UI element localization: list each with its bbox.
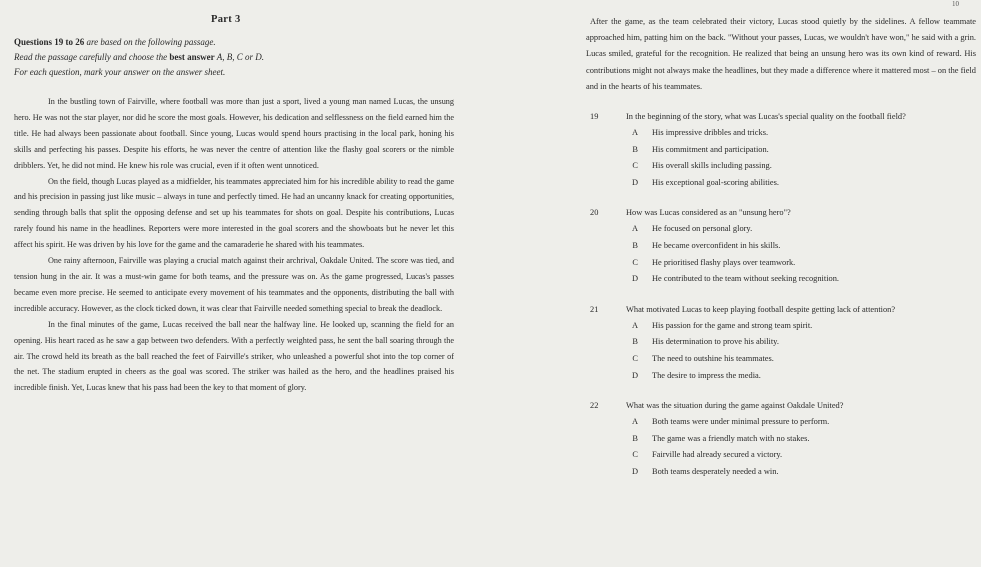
option-letter: B [632,337,638,347]
question-text: What motivated Lucas to keep playing football despite getting lack of attention? [626,304,896,314]
option-text: He contributed to the team without seeking recognition. [652,274,839,284]
option-a[interactable] [586,318,976,335]
question-number: 22 [590,401,599,411]
passage-paragraph-5: After the game, as the team celebrated their victory, Lucas stood quietly by the sidelines. A fellow teammate approached him, patting him on the back. "Without your passes, Lucas, we wouldn't have won," he said with a grin. Lucas smiled, grateful for the recognition. He realized that being an unsung hero was its own kind of reward. His contributions might not always make the headlines, but they made a difference where it mattered most – on the field and in the hearts of his teammates. [586,17,976,91]
instruction-text: are based on the following passage. [84,37,216,47]
passage-paragraph-3: One rainy afternoon, Fairville was playing a crucial match against their archrival, Oakdale United. The score was tied, and tension hung in the air. It was a must-win game for both teams, and the pressure was on. As the game progressed, Lucas's passes became even more precise. He seemed to anticipate every movement of his teammates and the opponents, distributing the ball with incredible accuracy. However, as the clock ticked down, it was clear that Fairville needed something special to break the deadlock. [14,256,454,313]
best-answer-emphasis: best answer [169,52,215,62]
option-c[interactable] [586,255,976,272]
passage-paragraph-1: In the bustling town of Fairville, where football was more than just a sport, lived a young man named Lucas, the unsung hero. He was not the star player, nor did he score the most goals. However, his dedication and selflessness on the field earned him the title. He had always been passionate about football. Since young, Lucas would spend hours practising in the local park, honing his skills and perfecting his passes. Despite his efforts, he was never the centre of attention like the flashy goal scorers or the nimble dribblers. Yet, he did not mind. He knew his role was crucial, even if it often went unnoticed. [14,97,454,170]
option-text: His determination to prove his ability. [652,337,779,347]
option-letter: A [631,224,638,234]
option-letter: C [632,353,638,363]
option-text: The need to outshine his teammates. [652,353,774,363]
option-b[interactable] [586,334,976,351]
question-range: Questions 19 to 26 [14,37,85,47]
question-number: 19 [590,112,599,122]
option-b[interactable] [586,431,976,448]
left-column [14,14,570,396]
option-b[interactable] [586,238,976,255]
option-letter: A [631,320,638,330]
option-text: His impressive dribbles and tricks. [652,128,769,138]
option-text: His passion for the game and strong team spirit. [652,320,813,330]
option-letter: C [632,450,638,460]
option-d[interactable] [586,271,976,288]
option-a[interactable] [586,125,976,142]
option-text: He focused on personal glory. [652,224,753,234]
question-number: 21 [590,304,599,314]
question-21 [586,302,976,384]
option-letter: C [632,257,638,267]
question-text: In the beginning of the story, what was Lucas's special quality on the football field? [626,112,906,122]
option-a[interactable] [586,221,976,238]
right-column [586,14,976,481]
option-letter: D [631,274,638,284]
page-number: 10 [952,0,959,8]
option-c[interactable] [586,158,976,175]
option-text: Both teams were under minimal pressure to perform. [652,417,830,427]
option-letter: D [631,370,638,380]
option-text: Both teams desperately needed a win. [652,466,779,476]
instruction-line-2 [14,50,570,65]
passage-paragraph-2: On the field, though Lucas played as a midfielder, his teammates appreciated him for his incredible ability to read the game and his precision in passing just like music – always in tune and perfectly timed. He had an uncanny knack for creating opportunities, sending through balls that split the opposing defense and set up his teammates for shots on goal. Despite his contributions, Lucas rarely found his name in the headlines. Reporters were more interested in the goal scorers and the showboats but he never let this affect his spirit. He was driven by his love for the game and the camaraderie he shared with his teammates. [14,176,454,250]
option-text: He prioritised flashy plays over teamwork. [652,257,796,267]
option-d[interactable] [586,464,976,481]
option-b[interactable] [586,142,976,159]
option-text: His commitment and participation. [652,144,769,154]
option-text: His overall skills including passing. [652,161,772,171]
option-letter: B [632,144,638,154]
option-text: The game was a friendly match with no stakes. [652,433,810,443]
question-22 [586,398,976,480]
option-text: His exceptional goal-scoring abilities. [652,177,779,187]
instructions [14,35,570,80]
option-text: Fairville had already secured a victory. [652,450,783,460]
instruction-text: A, B, C or D. [214,52,264,62]
option-c[interactable] [586,351,976,368]
question-text: What was the situation during the game against Oakdale United? [626,401,844,411]
option-letter: D [631,177,638,187]
instruction-line-1 [14,35,570,50]
option-text: He became overconfident in his skills. [652,240,781,250]
question-text: How was Lucas considered as an "unsung hero"? [626,208,791,218]
question-number: 20 [590,208,599,218]
option-d[interactable] [586,368,976,385]
option-letter: A [631,417,638,427]
passage-paragraph-4: In the final minutes of the game, Lucas received the ball near the halfway line. He looked up, scanning the field for an opening. His heart raced as he saw a gap between two defenders. With a perfectly weighted pass, he sent the ball soaring through the air. The crowd held its breath as the ball reached the feet of Fairville's striker, who unleashed a powerful shot into the top corner of the net. The stadium erupted in cheers as the goal was scored. The striker was hailed as the hero, and the headlines praised his incredible finish. Yet, Lucas knew that his pass had been the key to that moment of glory. [14,319,454,393]
option-letter: C [632,161,638,171]
option-c[interactable] [586,447,976,464]
option-letter: D [631,466,638,476]
option-text: The desire to impress the media. [652,370,761,380]
option-a[interactable] [586,414,976,431]
option-letter: A [631,128,638,138]
option-letter: B [632,240,638,250]
question-19 [586,109,976,191]
instruction-line-3: For each question, mark your answer on the answer sheet. [14,67,226,77]
option-d[interactable] [586,175,976,192]
part-title: Part 3 [211,14,241,25]
option-letter: B [632,433,638,443]
question-20 [586,205,976,287]
instruction-text: Read the passage carefully and choose the [14,52,170,62]
